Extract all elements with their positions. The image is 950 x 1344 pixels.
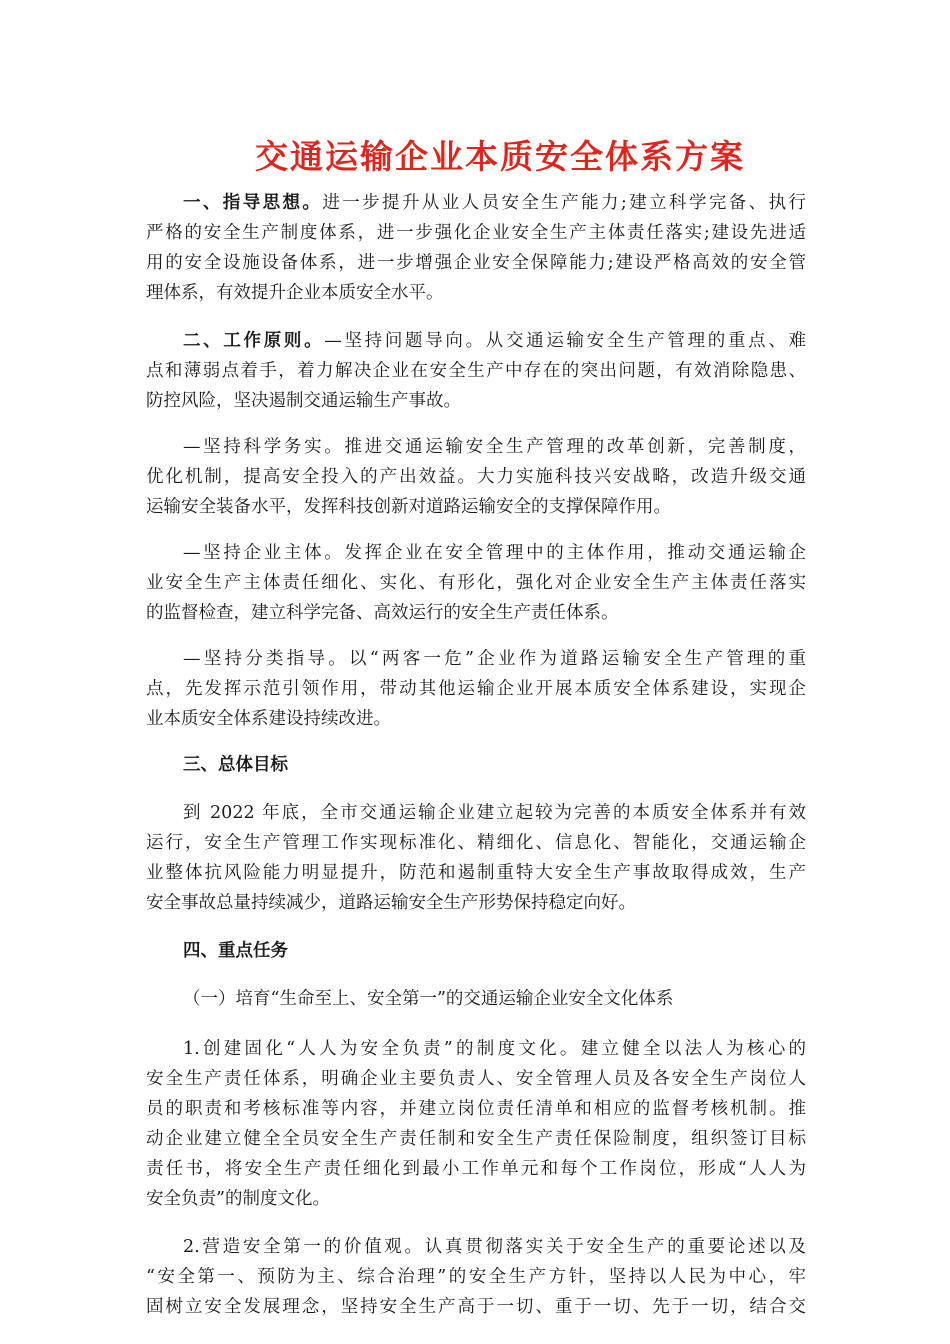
line-text: 点和薄弱点着手，着力解决企业在安全生产中存在的突出问题，有效消除隐患、: [146, 361, 806, 381]
section-heading: 一、指导思想。: [183, 193, 323, 213]
text-line: [183, 750, 806, 780]
line-text: —坚持企业主体。发挥企业在安全管理中的主体作用，推动交通运输企: [183, 543, 806, 563]
text-line: [146, 248, 806, 278]
text-line: [146, 674, 806, 704]
line-text: 到 2022 年底，全市交通运输企业建立起较为完善的本质安全体系并有效: [183, 803, 806, 823]
text-line: [183, 538, 806, 568]
line-text: 1.创建固化“人人为安全负责”的制度文化。建立健全以法人为核心的: [183, 1039, 806, 1059]
text-line: [146, 704, 806, 734]
line-text: 运行，安全生产管理工作实现标准化、精细化、信息化、智能化，交通运输企: [146, 833, 806, 853]
text-line: [146, 1094, 806, 1124]
text-line: [146, 888, 806, 918]
line-text: 2.营造安全第一的价值观。认真贯彻落实关于安全生产的重要论述以及: [183, 1237, 806, 1257]
line-text: 责任书，将安全生产责任细化到最小工作单元和每个工作岗位，形成“人人为: [146, 1159, 806, 1179]
text-line: [183, 984, 806, 1014]
line-text: 点，先发挥示范引领作用，带动其他运输企业开展本质安全体系建设，实现企: [146, 679, 806, 699]
line-text: 业整体抗风险能力明显提升，防范和遏制重特大安全生产事故取得成效，生产: [146, 863, 806, 883]
text-line: [146, 858, 806, 888]
text-line: [146, 278, 806, 308]
section-heading: 三、总体目标: [183, 755, 288, 775]
section-heading: 二、工作原则。: [183, 331, 325, 351]
text-line: [146, 386, 806, 416]
line-text: 优化机制，提高安全投入的产出效益。大力实施科技兴安战略，改造升级交通: [146, 467, 806, 487]
line-text: 动企业建立健全全员安全生产责任制和安全生产责任保险制度，组织签订目标: [146, 1129, 806, 1149]
line-text: “安全第一、预防为主、综合治理”的安全生产方针，坚持以人民为中心，牢: [146, 1267, 806, 1287]
line-text: （一）培育“生命至上、安全第一”的交通运输企业安全文化体系: [183, 989, 674, 1009]
text-line: [146, 462, 806, 492]
line-text: 安全负责”的制度文化。: [146, 1189, 330, 1209]
document-title: 交通运输企业本质安全体系方案: [255, 137, 745, 176]
text-line: [183, 644, 806, 674]
text-line: [146, 1292, 806, 1322]
text-line: [146, 828, 806, 858]
line-text: 员的职责和考核标准等内容，并建立岗位责任清单和相应的监督考核机制。推: [146, 1099, 806, 1119]
line-text: 安全生产责任体系，明确企业主要负责人、安全管理人员及各安全生产岗位人: [146, 1069, 806, 1089]
line-text: 进一步提升从业人员安全生产能力;建立科学完备、执行: [322, 193, 806, 213]
line-text: 固树立安全发展理念，坚持安全生产高于一切、重于一切、先于一切，结合交: [146, 1297, 806, 1317]
text-line: [146, 356, 806, 386]
text-line: [146, 598, 806, 628]
text-line: [183, 1034, 806, 1064]
text-line: [183, 1232, 806, 1262]
line-text: 严格的安全生产制度体系，进一步强化企业安全生产主体责任落实;建设先进适: [146, 223, 806, 243]
text-line: [183, 326, 806, 356]
text-line: [146, 568, 806, 598]
line-text: —坚持科学务实。推进交通运输安全生产管理的改革创新，完善制度，: [183, 437, 806, 457]
text-line: [183, 188, 806, 218]
section-heading: 四、重点任务: [183, 941, 288, 961]
line-text: 防控风险，坚决遏制交通运输生产事故。: [146, 391, 461, 411]
line-text: 用的安全设施设备体系，进一步增强企业安全保障能力;建设严格高效的安全管: [146, 253, 806, 273]
text-line: [146, 1184, 806, 1214]
line-text: 理体系，有效提升企业本质安全水平。: [146, 283, 444, 303]
text-line: [146, 492, 806, 522]
text-line: [183, 936, 806, 966]
line-text: —坚持分类指导。以“两客一危”企业作为道路运输安全生产管理的重: [183, 649, 806, 669]
text-line: [146, 1124, 806, 1154]
line-text: 的监督检查，建立科学完备、高效运行的安全生产责任体系。: [146, 603, 619, 623]
text-line: [183, 798, 806, 828]
text-line: [146, 1154, 806, 1184]
text-line: [146, 1064, 806, 1094]
text-line: [183, 432, 806, 462]
line-text: 安全事故总量持续减少，道路运输安全生产形势保持稳定向好。: [146, 893, 636, 913]
line-text: —坚持问题导向。从交通运输安全生产管理的重点、难: [324, 331, 807, 351]
text-line: [146, 1262, 806, 1292]
text-line: [146, 218, 806, 248]
line-text: 运输安全装备水平，发挥科技创新对道路运输安全的支撑保障作用。: [146, 497, 671, 517]
line-text: 业本质安全体系建设持续改进。: [146, 709, 391, 729]
line-text: 业安全生产主体责任细化、实化、有形化，强化对企业安全生产主体责任落实: [146, 573, 806, 593]
